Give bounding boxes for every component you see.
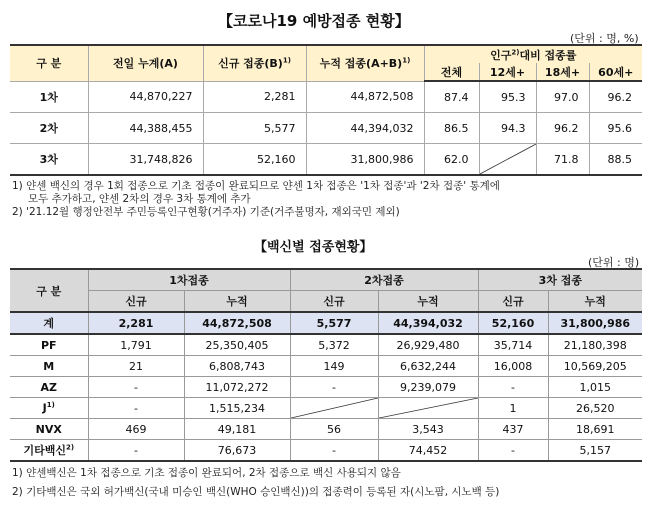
table-row	[10, 377, 642, 398]
cell-d3-new: 437	[478, 419, 548, 440]
cell-d1-cum: 76,673	[184, 440, 290, 462]
table-row	[10, 419, 642, 440]
header-dose3: 3차 접종	[478, 269, 642, 291]
header-prev-cumulative: 전일 누계(A)	[88, 45, 203, 81]
cell-cum: 44,394,032	[306, 113, 424, 144]
vaccine-type-table	[10, 268, 642, 462]
cell-d3-new: 1	[478, 398, 548, 419]
cell-d3-cum: 21,180,398	[548, 334, 642, 356]
row-label: 기타백신$^{2)}$	[10, 440, 88, 462]
header-population-rate: 인구$^{2)}$대비 접종률	[424, 45, 642, 63]
header-d1-cum: 누적	[184, 291, 290, 313]
cell-prev: 44,870,227	[88, 81, 203, 113]
cell-d2-cum: 3,543	[378, 419, 478, 440]
cell-rate-all: 62.0	[424, 144, 479, 176]
row-label: PF	[10, 334, 88, 356]
header-rate-12: 12세+	[479, 63, 536, 81]
cell-rate-18: 97.0	[536, 81, 589, 113]
cell-d2-new: -	[290, 377, 378, 398]
cell-rate-12: 94.3	[479, 113, 536, 144]
row-label: AZ	[10, 377, 88, 398]
header-rate-18: 18세+	[536, 63, 589, 81]
cell-d2-cum: 26,929,480	[378, 334, 478, 356]
diagonal-slash	[480, 144, 536, 174]
cell-d3-new: 35,714	[478, 334, 548, 356]
cell-rate-all: 87.4	[424, 81, 479, 113]
cell-d1-new: 469	[88, 419, 184, 440]
cell-rate-60: 96.2	[589, 81, 642, 113]
cell-d2-cum: 6,632,244	[378, 356, 478, 377]
row-label: 계	[10, 312, 88, 334]
cell-d1-new: -	[88, 377, 184, 398]
cell-d1-cum: 49,181	[184, 419, 290, 440]
cell-d2-new: -	[290, 440, 378, 462]
vaccine-type-title: 【백신별 접종현황】	[254, 240, 373, 255]
table-row	[10, 334, 642, 356]
diagonal-slash	[379, 398, 478, 418]
cell-d2-new: 5,372	[290, 334, 378, 356]
cell-d3-cum: 5,157	[548, 440, 642, 462]
header-dose1: 1차접종	[88, 269, 290, 291]
table-row	[10, 144, 642, 176]
table1-unit: (단위 : 명, %)	[570, 32, 639, 45]
cell-d3-cum: 26,520	[548, 398, 642, 419]
note-1: 1) 얀센 백신의 경우 1회 접종으로 기초 접종이 완료되므로 얀센 1차 접종은 '1차 접종'과 '2차 접종' 통계에	[12, 180, 500, 192]
cell-d3-cum: 18,691	[548, 419, 642, 440]
note-1: 1) 얀센백신은 1차 접종으로 기초 접종이 완료되어, 2차 접종으로 백신 사용되지 않음	[12, 467, 401, 479]
table1-notes	[12, 180, 500, 219]
cell-d1-cum: 1,515,234	[184, 398, 290, 419]
cell-rate-60: 95.6	[589, 113, 642, 144]
table2-unit: (단위 : 명)	[588, 256, 640, 269]
cell-d2-cum: 44,394,032	[378, 312, 478, 334]
cell-prev: 31,748,826	[88, 144, 203, 176]
cell-d2-cum-empty	[378, 398, 478, 419]
cell-d1-cum: 11,072,272	[184, 377, 290, 398]
cell-d2-new: 5,577	[290, 312, 378, 334]
cell-d2-cum: 74,452	[378, 440, 478, 462]
cell-d1-new: 21	[88, 356, 184, 377]
header-cumulative: 누적 접종$(A+B)^{1)}$	[306, 45, 424, 81]
header-d3-new: 신규	[478, 291, 548, 313]
cell-d2-cum: 9,239,079	[378, 377, 478, 398]
row-label: 1차	[10, 81, 88, 113]
table-row	[10, 398, 642, 419]
cell-d3-new: -	[478, 377, 548, 398]
cell-rate-all: 86.5	[424, 113, 479, 144]
cell-d3-new: 16,008	[478, 356, 548, 377]
cell-d1-cum: 6,808,743	[184, 356, 290, 377]
row-label: M	[10, 356, 88, 377]
cell-d3-new: -	[478, 440, 548, 462]
cell-rate-12: 95.3	[479, 81, 536, 113]
row-label: 3차	[10, 144, 88, 176]
cell-d1-cum: 25,350,405	[184, 334, 290, 356]
header-d1-new: 신규	[88, 291, 184, 313]
header-d2-new: 신규	[290, 291, 378, 313]
total-row	[10, 312, 642, 334]
cell-d1-new: 1,791	[88, 334, 184, 356]
diagonal-slash	[291, 398, 378, 418]
header-item: 구 분	[10, 269, 88, 312]
cell-rate-12-empty	[479, 144, 536, 176]
vaccination-status-table	[10, 44, 642, 176]
cell-d2-new: 56	[290, 419, 378, 440]
table-row	[10, 81, 642, 113]
table-row	[10, 356, 642, 377]
cell-prev: 44,388,455	[88, 113, 203, 144]
vaccination-status-title: 【코로나19 예방접종 현황】	[218, 12, 410, 30]
cell-d1-cum: 44,872,508	[184, 312, 290, 334]
cell-d2-new-empty	[290, 398, 378, 419]
cell-d3-cum: 31,800,986	[548, 312, 642, 334]
cell-cum: 44,872,508	[306, 81, 424, 113]
header-d3-cum: 누적	[548, 291, 642, 313]
cell-rate-18: 96.2	[536, 113, 589, 144]
note-2: 2) 기타백신은 국외 허가백신(국내 미승인 백신(WHO 승인백신))의 접종력이 등록된 자(시노팜, 시노백 등)	[12, 486, 500, 498]
cell-d1-new: -	[88, 398, 184, 419]
cell-cum: 31,800,986	[306, 144, 424, 176]
cell-rate-60: 88.5	[589, 144, 642, 176]
row-label: $J^{1)}$	[10, 398, 88, 419]
cell-d1-new: -	[88, 440, 184, 462]
note-1-cont: 모두 추가하고, 얀센 2차의 경우 3차 통계에 추가	[28, 193, 251, 205]
header-rate-all: 전체	[424, 63, 479, 81]
row-label: 2차	[10, 113, 88, 144]
table-row	[10, 440, 642, 462]
header-dose2: 2차접종	[290, 269, 478, 291]
table2-notes	[12, 467, 499, 505]
cell-d3-cum: 1,015	[548, 377, 642, 398]
table-row	[10, 113, 642, 144]
row-label: NVX	[10, 419, 88, 440]
header-new-dose: 신규 접종$(B)^{1)}$	[203, 45, 306, 81]
cell-d3-cum: 10,569,205	[548, 356, 642, 377]
cell-new: 2,281	[203, 81, 306, 113]
cell-rate-18: 71.8	[536, 144, 589, 176]
cell-d3-new: 52,160	[478, 312, 548, 334]
cell-new: 5,577	[203, 113, 306, 144]
cell-new: 52,160	[203, 144, 306, 176]
cell-d1-new: 2,281	[88, 312, 184, 334]
cell-d2-new: 149	[290, 356, 378, 377]
header-rate-60: 60세+	[589, 63, 642, 81]
note-2: 2) '21.12월 행정안전부 주민등록인구현황(거주자) 기준(거주불명자, 재외국민 제외)	[12, 206, 400, 218]
header-item: 구 분	[10, 45, 88, 81]
header-d2-cum: 누적	[378, 291, 478, 313]
